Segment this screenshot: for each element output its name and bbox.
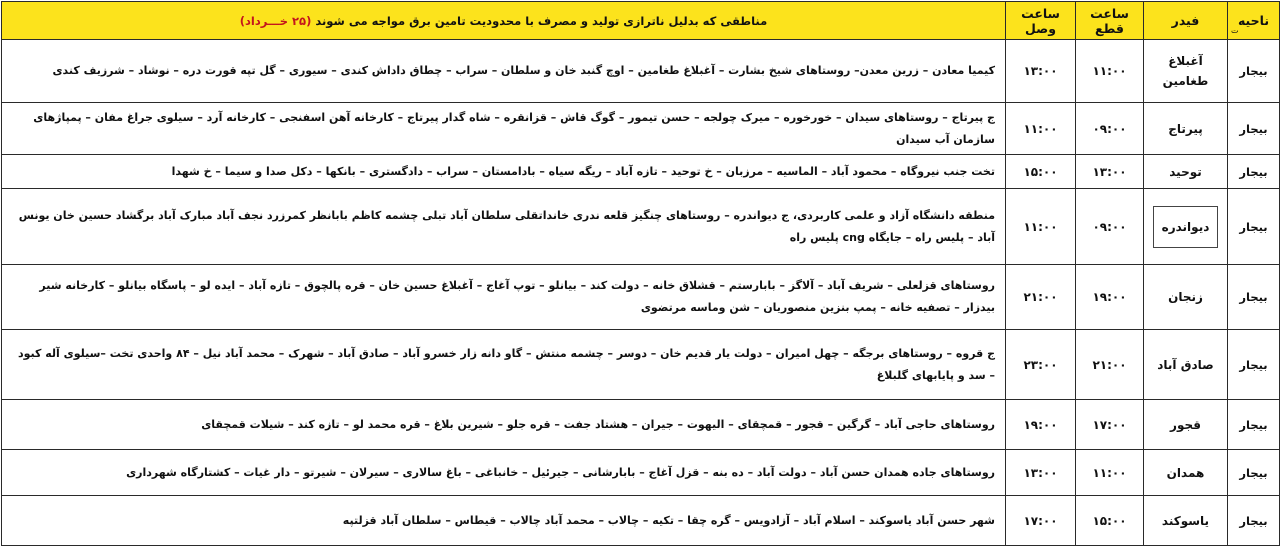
header-date-note: (۲۵ خـــرداد)	[239, 13, 312, 28]
row-feeder: قجور	[1144, 400, 1228, 450]
table-row	[2, 450, 1280, 496]
row-areas: منطقه دانشگاه آزاد و علمی کاربردی، ج دیواندره – روستاهای چنگیز قلعه ندری خانداتقلی سلطان آباد تبلی چشمه کاظم بابانظر کمرزرد نجف آباد مبارک آباد برگشاد حسین خان یونس آباد – پلیس راه – جایگاه cng پلیس راه	[2, 189, 1006, 265]
row-feeder: همدان	[1144, 450, 1228, 496]
header-areas	[2, 2, 1006, 40]
row-feeder-boxed-label: دیواندره	[1153, 206, 1219, 248]
table-row	[2, 400, 1280, 450]
row-region: بیجار	[1228, 496, 1280, 546]
row-cut-time: ۲۱:۰۰	[1076, 330, 1144, 400]
row-cut-time: ۱۳:۰۰	[1076, 155, 1144, 189]
table-row	[2, 330, 1280, 400]
row-areas: ج پیرتاج – روستاهای سیدان – خورخوره – میرک چولجه – حسن تیمور – گوگ قاش – قزانقره – شاه گدار پیرتاج – کارخانه آهن اسفنجی – کارخانه آرد – سیلوی جراغ مفان – پمپاژهای سازمان آب سیدان	[2, 103, 1006, 155]
row-connect-time: ۱۷:۰۰	[1006, 496, 1076, 546]
header-cut-time: ساعت قطع	[1076, 2, 1144, 40]
row-feeder: آغبلاغ طغامین	[1144, 40, 1228, 103]
row-region: بیجار	[1228, 103, 1280, 155]
row-feeder: صادق آباد	[1144, 330, 1228, 400]
row-cut-time: ۱۵:۰۰	[1076, 496, 1144, 546]
row-cut-time: ۰۹:۰۰	[1076, 189, 1144, 265]
header-corner-mark: ت	[1231, 26, 1239, 35]
row-cut-time: ۱۱:۰۰	[1076, 450, 1144, 496]
row-areas: روستاهای قزلعلی – شریف آباد – آلاگز – بابارستم – قشلاق خانه – دولت کند – بیانلو – توپ آغاج – آغبلاغ حسین خان – قره پالچوق – تازه آباد – ایده لو – پاسگاه بیانلو – کارخانه شیر بیدزار – تصفیه خانه – پمپ بنزین منصوریان – شن وماسه مرتضوی	[2, 265, 1006, 330]
row-connect-time: ۲۱:۰۰	[1006, 265, 1076, 330]
row-cut-time: ۱۷:۰۰	[1076, 400, 1144, 450]
row-feeder: توحید	[1144, 155, 1228, 189]
row-region: بیجار	[1228, 189, 1280, 265]
table-header-row	[2, 2, 1280, 40]
row-feeder: یاسوکند	[1144, 496, 1228, 546]
row-cut-time: ۱۱:۰۰	[1076, 40, 1144, 103]
row-areas: روستاهای جاده همدان حسن آباد – دولت آباد – ده بنه – قزل آغاج – بابارشانی – جیرئیل – خانباغی – باغ سالاری – سیرلان – شیرتو – دار غیات – کشتارگاه شهرداری	[2, 450, 1006, 496]
row-region: بیجار	[1228, 155, 1280, 189]
row-connect-time: ۱۹:۰۰	[1006, 400, 1076, 450]
header-connect-time: ساعت وصل	[1006, 2, 1076, 40]
row-region: بیجار	[1228, 450, 1280, 496]
row-region: بیجار	[1228, 265, 1280, 330]
row-feeder: زنجان	[1144, 265, 1228, 330]
header-region-label: ناحیه	[1237, 13, 1270, 28]
row-connect-time: ۱۵:۰۰	[1006, 155, 1076, 189]
row-connect-time: ۱۳:۰۰	[1006, 40, 1076, 103]
row-areas: تخت جنب نیروگاه – محمود آباد – الماسیه – مرزبان – خ توحید – تازه آباد – ریگه سیاه – بادامستان – سراب – دادگستری – بانکها – دکل صدا و سیما – خ شهدا	[2, 155, 1006, 189]
row-connect-time: ۱۱:۰۰	[1006, 189, 1076, 265]
table-row	[2, 496, 1280, 546]
header-region	[1228, 2, 1280, 40]
row-feeder	[1144, 189, 1228, 265]
row-connect-time: ۲۳:۰۰	[1006, 330, 1076, 400]
row-connect-time: ۱۳:۰۰	[1006, 450, 1076, 496]
row-areas: کیمیا معادن – زرین معدن– روستاهای شیخ بشارت – آغبلاغ طغامین – اوچ گنبد خان و سلطان – سراب – چطاق داداش کندی – سیوری – گل تپه قورت دره – نوشاد – شرزیف کندی	[2, 40, 1006, 103]
table-row	[2, 265, 1280, 330]
table-row	[2, 40, 1280, 103]
outage-schedule-table	[1, 1, 1280, 546]
row-region: بیجار	[1228, 330, 1280, 400]
table-row	[2, 189, 1280, 265]
row-region: بیجار	[1228, 400, 1280, 450]
row-areas: روستاهای حاجی آباد – گرگین – قجور – قمچقای – الیهوت – جیران – هشتاد جفت – قره جلو – شیرین بلاغ – قره محمد لو – تازه کند – شیلات قمچقای	[2, 400, 1006, 450]
row-feeder: پیرتاج	[1144, 103, 1228, 155]
row-areas: شهر حسن آباد یاسوکند – اسلام آباد – آزادویس – گره چقا – تکیه – چالاب – محمد آباد چالاب – قیطاس – سلطان آباد قزلتپه	[2, 496, 1006, 546]
row-region: بیجار	[1228, 40, 1280, 103]
header-areas-text: مناطقی که بدلیل ناترازی تولید و مصرف با محدودیت تامین برق مواجه می شوند	[315, 13, 768, 28]
row-areas: ج قروه – روستاهای برجگه – چهل امیران – دولت یار قدیم خان – دوسر – چشمه منتش – گاو دانه زار خسرو آباد – صادق آباد – شهرک – محمد آباد نیل – ۸۴ واحدی تخت –سیلوی آله کبود – سد و پایابهای گلبلاغ	[2, 330, 1006, 400]
row-cut-time: ۱۹:۰۰	[1076, 265, 1144, 330]
row-cut-time: ۰۹:۰۰	[1076, 103, 1144, 155]
header-feeder: فیدر	[1144, 2, 1228, 40]
table-row	[2, 155, 1280, 189]
table-row	[2, 103, 1280, 155]
row-connect-time: ۱۱:۰۰	[1006, 103, 1076, 155]
